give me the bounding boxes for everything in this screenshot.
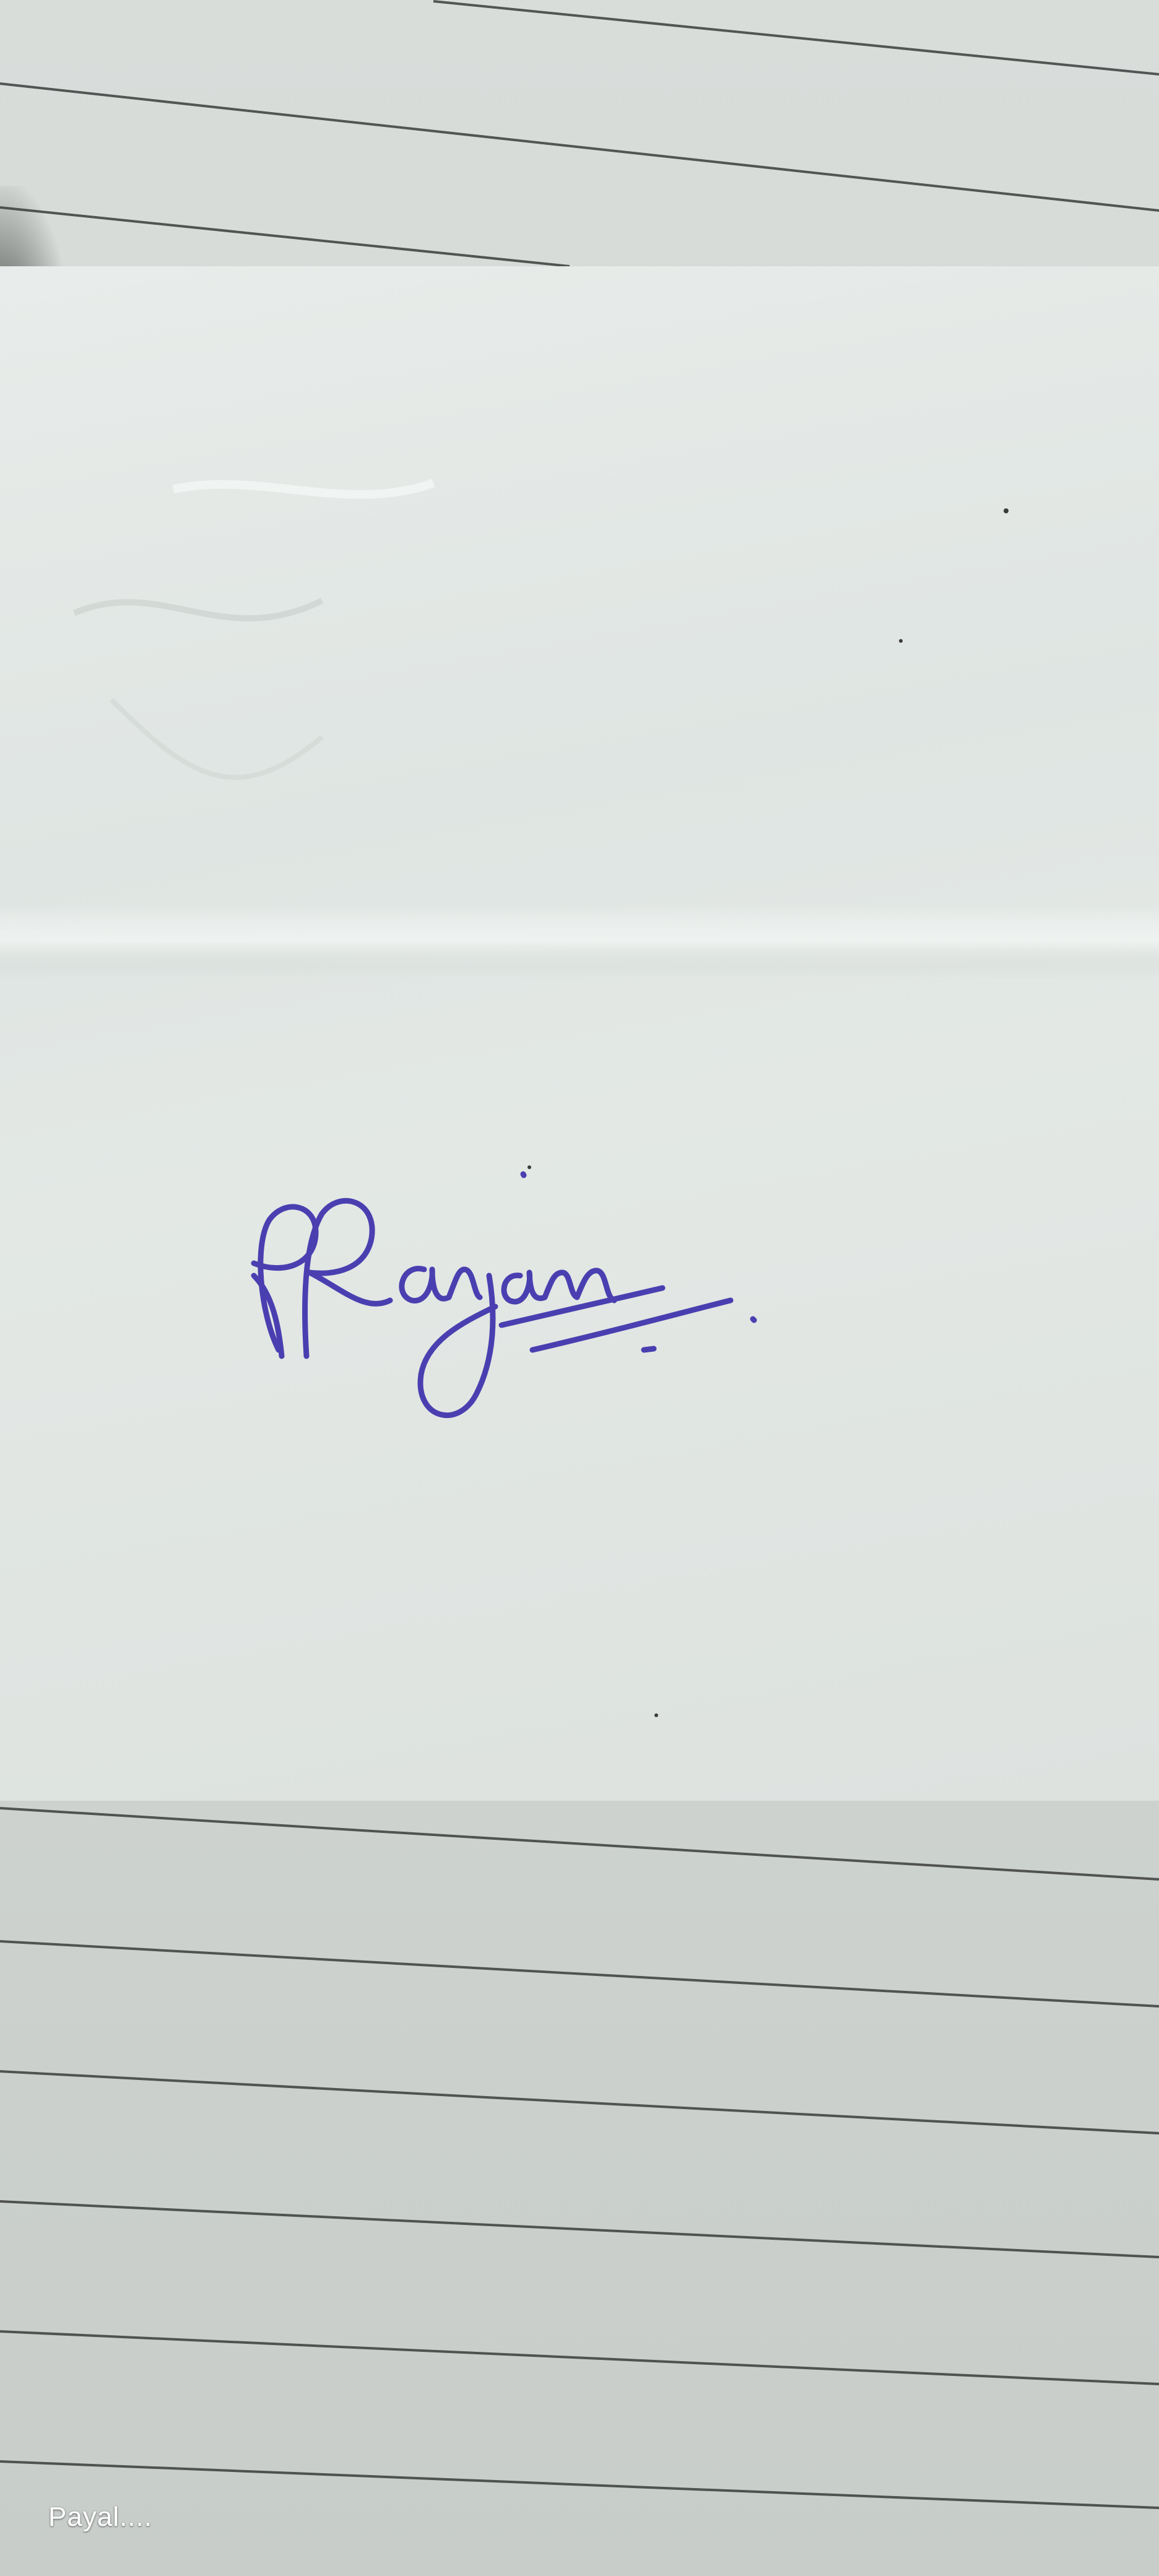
handwritten-signature [235, 1170, 780, 1455]
paper-sheet [0, 266, 1159, 1801]
paper-creases [0, 266, 1159, 1801]
photo-caption: Payal.... [48, 2502, 152, 2532]
